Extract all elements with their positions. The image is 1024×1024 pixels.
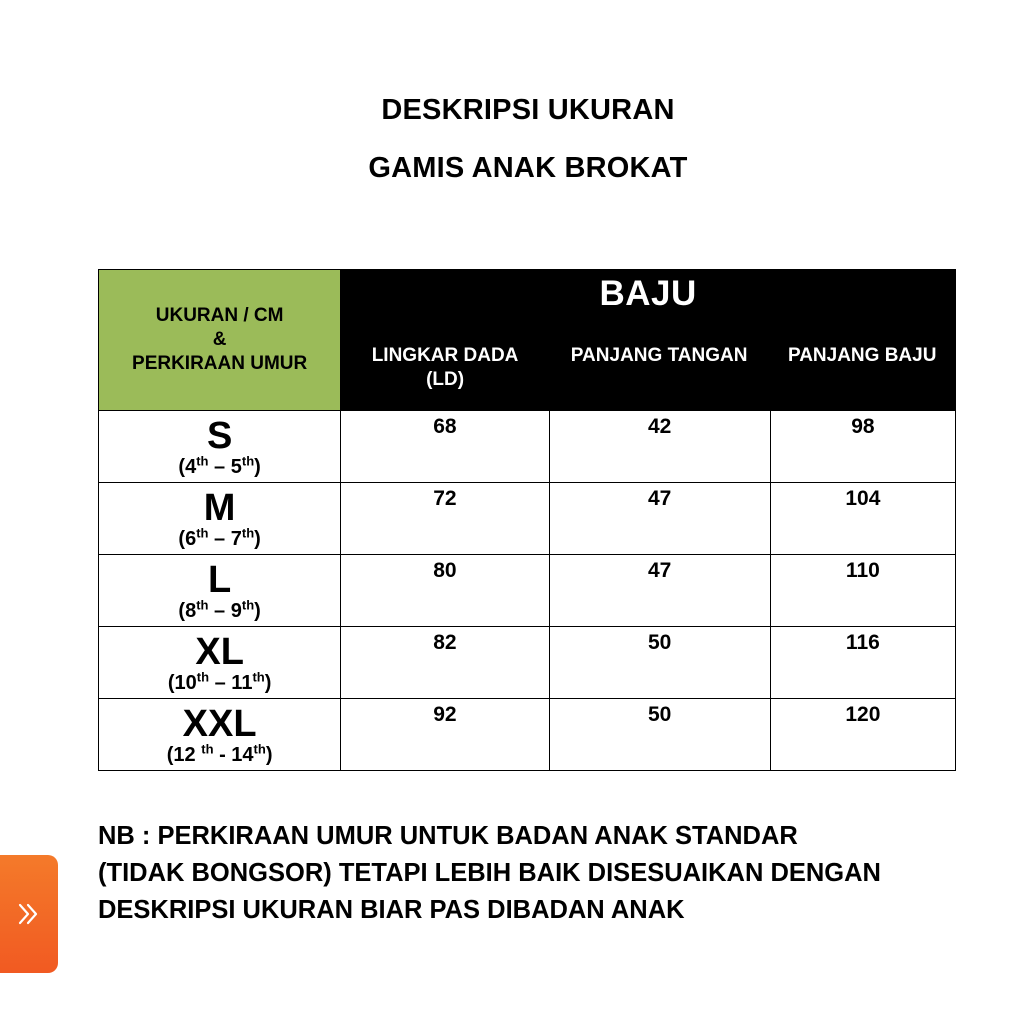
size-header-line1: UKURAN / CM bbox=[155, 305, 284, 326]
size-age-header bbox=[99, 270, 341, 411]
age-range: (10th – 11th) bbox=[167, 669, 272, 694]
age-range: (8th – 9th) bbox=[178, 597, 261, 622]
size-cell bbox=[99, 555, 341, 627]
size-cell bbox=[99, 627, 341, 699]
panjang-baju-value: 120 bbox=[770, 699, 955, 771]
panjang-tangan-value: 47 bbox=[549, 555, 770, 627]
panjang-baju-value: 110 bbox=[770, 555, 955, 627]
size-label: XL bbox=[195, 631, 244, 673]
baju-header bbox=[341, 270, 956, 411]
table-row bbox=[99, 411, 956, 483]
column-header-panjang-tangan: PANJANG TANGAN bbox=[570, 345, 748, 366]
panjang-baju-value: 116 bbox=[770, 627, 955, 699]
lingkar-dada-value: 72 bbox=[341, 483, 549, 555]
panjang-tangan-value: 42 bbox=[549, 411, 770, 483]
panjang-tangan-value: 50 bbox=[549, 627, 770, 699]
size-label: M bbox=[203, 487, 236, 529]
baju-group-title: BAJU bbox=[599, 274, 697, 313]
lingkar-dada-value: 68 bbox=[341, 411, 549, 483]
age-range: (6th – 7th) bbox=[178, 525, 261, 550]
page-subtitle: GAMIS ANAK BROKAT bbox=[368, 152, 688, 184]
size-cell bbox=[99, 411, 341, 483]
size-label: L bbox=[208, 559, 232, 601]
table-row bbox=[99, 699, 956, 771]
column-header-panjang-baju: PANJANG BAJU bbox=[787, 345, 937, 366]
note-line: DESKRIPSI UKURAN BIAR PAS DIBADAN ANAK bbox=[98, 896, 685, 924]
lingkar-dada-value: 92 bbox=[341, 699, 549, 771]
table-row bbox=[99, 555, 956, 627]
size-header-line2: & bbox=[212, 329, 227, 350]
column-header-lingkar-dada: LINGKAR DADA (LD) bbox=[371, 345, 519, 390]
panjang-tangan-value: 50 bbox=[549, 699, 770, 771]
panjang-baju-value: 98 bbox=[770, 411, 955, 483]
size-label: XXL bbox=[182, 703, 257, 745]
panjang-baju-value: 104 bbox=[770, 483, 955, 555]
expand-side-tab-button[interactable] bbox=[0, 855, 58, 973]
age-range: (12 $^{th}$ - 14th) bbox=[166, 741, 273, 766]
table-header-row bbox=[99, 270, 956, 411]
lingkar-dada-value: 80 bbox=[341, 555, 549, 627]
table-row bbox=[99, 483, 956, 555]
table-row bbox=[99, 627, 956, 699]
note-line: (TIDAK BONGSOR) TETAPI LEBIH BAIK DISESUAIKAN DENGAN bbox=[98, 859, 881, 887]
lingkar-dada-value: 82 bbox=[341, 627, 549, 699]
size-cell bbox=[99, 483, 341, 555]
double-chevron-right-icon bbox=[15, 900, 43, 928]
age-range: (4th – 5th) bbox=[178, 453, 261, 478]
note-line: NB : PERKIRAAN UMUR UNTUK BADAN ANAK STANDAR bbox=[98, 822, 798, 850]
panjang-tangan-value: 47 bbox=[549, 483, 770, 555]
size-table bbox=[98, 269, 956, 771]
page-title: DESKRIPSI UKURAN bbox=[381, 94, 675, 126]
size-cell bbox=[99, 699, 341, 771]
note-text bbox=[98, 818, 978, 929]
size-header-line3: PERKIRAAN UMUR bbox=[132, 353, 308, 374]
size-label: S bbox=[206, 415, 233, 457]
